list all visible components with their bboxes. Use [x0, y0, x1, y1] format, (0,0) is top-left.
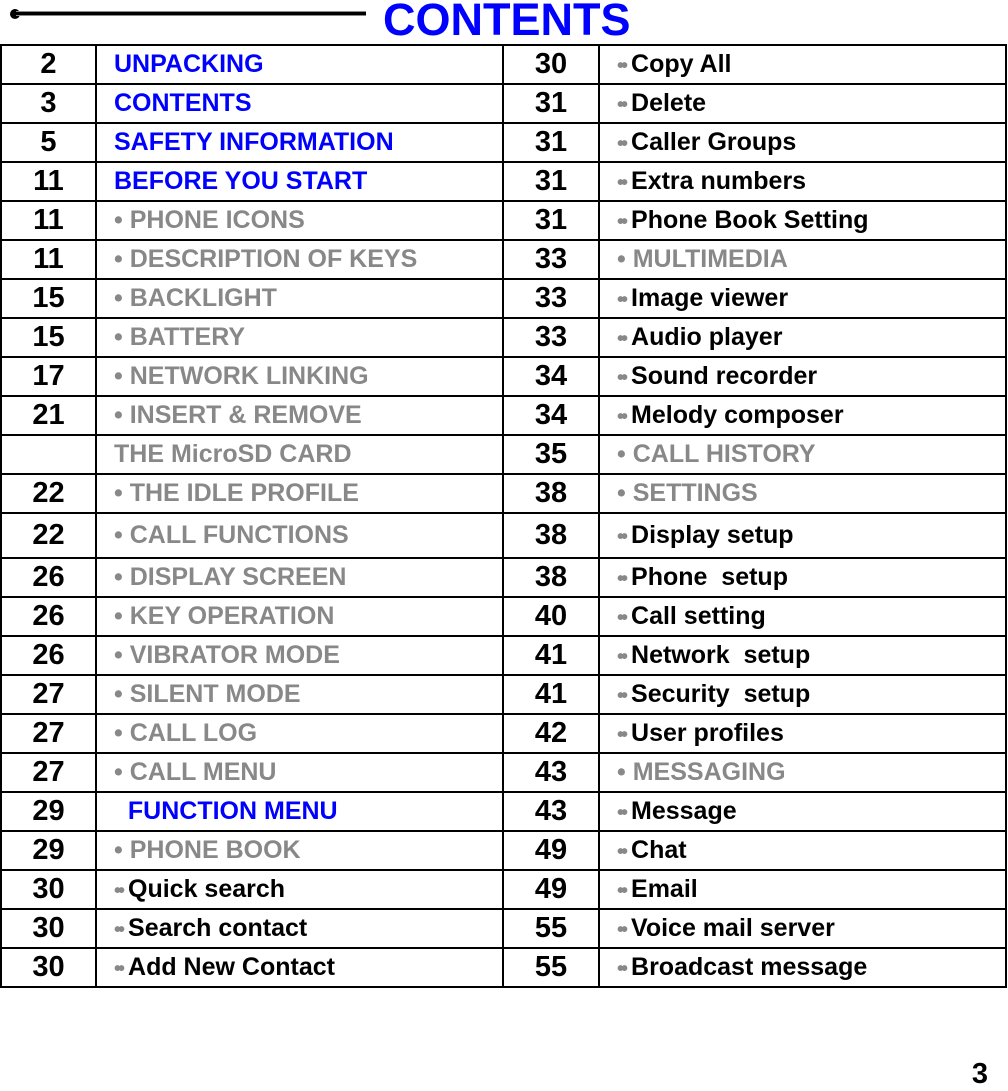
toc-page-number: 21 — [1, 396, 96, 435]
toc-row — [1, 123, 1006, 162]
toc-row — [1, 162, 1006, 201]
bullet-icon: •• — [617, 568, 626, 590]
toc-entry[interactable] — [96, 45, 503, 84]
toc-entry-label: VIBRATOR MODE — [129, 641, 340, 669]
toc-entry[interactable] — [96, 357, 503, 396]
toc-entry[interactable] — [96, 909, 503, 948]
toc-row — [1, 792, 1006, 831]
toc-entry[interactable] — [96, 318, 503, 357]
toc-row — [1, 831, 1006, 870]
toc-entry[interactable] — [599, 792, 1006, 831]
toc-row — [1, 279, 1006, 318]
toc-entry[interactable] — [599, 45, 1006, 84]
toc-entry-label: KEY OPERATION — [129, 602, 335, 630]
toc-page-number: 38 — [503, 513, 599, 558]
toc-entry[interactable] — [599, 870, 1006, 909]
toc-entry-label: Message — [631, 797, 737, 825]
toc-entry[interactable] — [599, 597, 1006, 636]
bullet-icon: • — [114, 719, 123, 747]
toc-entry-label: CONTENTS — [114, 89, 252, 117]
header-rule — [16, 11, 366, 16]
bullet-icon: • — [617, 245, 626, 273]
toc-entry-label: Sound recorder — [631, 362, 818, 390]
page-number: 3 — [971, 1058, 988, 1090]
toc-page-number: 49 — [503, 831, 599, 870]
bullet-icon: • — [114, 836, 123, 864]
toc-page-number: 33 — [503, 318, 599, 357]
bullet-icon: • — [114, 563, 123, 591]
toc-page-number: 5 — [1, 123, 96, 162]
toc-entry[interactable] — [599, 435, 1006, 474]
toc-page-number: 29 — [1, 831, 96, 870]
bullet-icon: • — [114, 323, 123, 351]
toc-entry-label: PHONE BOOK — [129, 836, 301, 864]
toc-entry-label: UNPACKING — [114, 50, 264, 78]
toc-page-number: 30 — [1, 948, 96, 987]
toc-row — [1, 45, 1006, 84]
bullet-icon: •• — [114, 880, 123, 902]
toc-entry[interactable] — [96, 396, 503, 435]
toc-entry[interactable] — [96, 123, 503, 162]
toc-page-number: 17 — [1, 357, 96, 396]
toc-entry-label: DISPLAY SCREEN — [129, 563, 347, 591]
toc-page-number: 26 — [1, 558, 96, 597]
toc-entry[interactable] — [599, 318, 1006, 357]
toc-entry-label: Audio player — [631, 323, 783, 351]
toc-entry[interactable] — [599, 396, 1006, 435]
toc-page-number: 11 — [1, 201, 96, 240]
toc-entry[interactable] — [599, 279, 1006, 318]
bullet-icon: •• — [114, 919, 123, 941]
toc-entry[interactable] — [96, 435, 503, 474]
toc-page-number: 30 — [503, 45, 599, 84]
toc-entry-label: FUNCTION MENU — [114, 797, 338, 825]
toc-entry-label: BATTERY — [129, 323, 245, 351]
toc-entry[interactable] — [599, 357, 1006, 396]
toc-entry-label: Display setup — [631, 521, 794, 549]
toc-entry-label: Extra numbers — [631, 167, 807, 195]
toc-entry-label: Add New Contact — [128, 953, 335, 981]
bullet-icon: •• — [617, 328, 626, 350]
bullet-icon: •• — [617, 133, 626, 155]
toc-entry-label: Broadcast message — [631, 953, 868, 981]
toc-entry-label: MESSAGING — [632, 758, 786, 786]
bullet-icon: •• — [617, 958, 626, 980]
bullet-icon: •• — [617, 802, 626, 824]
toc-entry-label: Chat — [631, 836, 687, 864]
bullet-icon: •• — [617, 367, 626, 389]
toc-page-number: 31 — [503, 84, 599, 123]
toc-entry[interactable] — [96, 240, 503, 279]
toc-row — [1, 240, 1006, 279]
toc-entry[interactable] — [599, 513, 1006, 558]
toc-entry[interactable] — [96, 474, 503, 513]
toc-page-number: 34 — [503, 357, 599, 396]
toc-row — [1, 396, 1006, 435]
toc-page-number: 15 — [1, 318, 96, 357]
toc-entry-label: SAFETY INFORMATION — [114, 128, 394, 156]
toc-entry[interactable] — [599, 831, 1006, 870]
toc-page-number: 42 — [503, 714, 599, 753]
toc-page-number: 49 — [503, 870, 599, 909]
toc-page-number: 31 — [503, 123, 599, 162]
toc-entry-label: SETTINGS — [632, 479, 758, 507]
toc-row — [1, 84, 1006, 123]
page-title: CONTENTS — [383, 0, 631, 45]
bullet-icon: •• — [617, 172, 626, 194]
toc-entry-label: Call setting — [631, 602, 766, 630]
toc-entry[interactable] — [599, 714, 1006, 753]
toc-row — [1, 675, 1006, 714]
toc-entry[interactable] — [599, 909, 1006, 948]
toc-entry-label: PHONE ICONS — [129, 206, 305, 234]
toc-row — [1, 870, 1006, 909]
toc-entry[interactable] — [96, 279, 503, 318]
toc-page-number: 40 — [503, 597, 599, 636]
bullet-icon: • — [114, 602, 123, 630]
toc-entry-label: THE IDLE PROFILE — [129, 479, 359, 507]
bullet-icon: • — [114, 245, 123, 273]
toc-row — [1, 357, 1006, 396]
bullet-icon: •• — [617, 406, 626, 428]
toc-entry-label: INSERT & REMOVE — [129, 401, 362, 429]
toc-page-number: 2 — [1, 45, 96, 84]
toc-entry-label: Melody composer — [631, 401, 844, 429]
bullet-icon: • — [114, 362, 123, 390]
bullet-icon: •• — [114, 958, 123, 980]
toc-entry[interactable] — [599, 675, 1006, 714]
toc-page-number: 55 — [503, 948, 599, 987]
contents-table — [0, 44, 1007, 988]
toc-page-number: 30 — [1, 909, 96, 948]
toc-row — [1, 558, 1006, 597]
toc-entry[interactable] — [96, 792, 503, 831]
toc-page-number: 43 — [503, 753, 599, 792]
bullet-icon: •• — [617, 526, 626, 548]
toc-page-number — [1, 435, 96, 474]
toc-entry[interactable] — [599, 201, 1006, 240]
bullet-icon: • — [114, 206, 123, 234]
toc-page-number: 43 — [503, 792, 599, 831]
bullet-icon: • — [114, 284, 123, 312]
bullet-icon: •• — [617, 211, 626, 233]
bullet-icon: •• — [617, 607, 626, 629]
bullet-icon: • — [617, 758, 626, 786]
toc-entry[interactable] — [96, 162, 503, 201]
bullet-icon: •• — [617, 919, 626, 941]
toc-entry[interactable] — [599, 636, 1006, 675]
toc-entry-label: Quick search — [128, 875, 286, 903]
toc-entry-label: User profiles — [631, 719, 784, 747]
contents-header — [0, 0, 1008, 44]
toc-entry-label: Search contact — [128, 914, 308, 942]
toc-row — [1, 636, 1006, 675]
toc-row — [1, 597, 1006, 636]
toc-entry-label: Network setup — [631, 641, 811, 669]
toc-page-number: 15 — [1, 279, 96, 318]
toc-entry-label: CALL LOG — [129, 719, 258, 747]
toc-entry[interactable] — [96, 753, 503, 792]
toc-entry-label: NETWORK LINKING — [129, 362, 369, 390]
toc-entry-label: Phone setup — [631, 563, 788, 591]
toc-row — [1, 201, 1006, 240]
toc-row — [1, 435, 1006, 474]
toc-entry-label: Caller Groups — [631, 128, 797, 156]
toc-entry[interactable] — [96, 558, 503, 597]
toc-page-number: 33 — [503, 279, 599, 318]
toc-page-number: 11 — [1, 240, 96, 279]
toc-page-number: 3 — [1, 84, 96, 123]
bullet-icon: • — [114, 479, 123, 507]
toc-row — [1, 753, 1006, 792]
toc-entry-label: CALL HISTORY — [632, 440, 816, 468]
toc-page-number: 26 — [1, 597, 96, 636]
toc-entry[interactable] — [96, 201, 503, 240]
toc-row — [1, 714, 1006, 753]
bullet-icon: • — [617, 440, 626, 468]
toc-entry-label: MULTIMEDIA — [632, 245, 788, 273]
bullet-icon: •• — [617, 880, 626, 902]
toc-entry-label: DESCRIPTION OF KEYS — [129, 245, 418, 273]
toc-entry-label: Copy All — [631, 50, 732, 78]
toc-entry-label: CALL MENU — [129, 758, 277, 786]
toc-page-number: 31 — [503, 162, 599, 201]
bullet-icon: •• — [617, 724, 626, 746]
toc-entry[interactable] — [96, 948, 503, 987]
toc-entry-label: BEFORE YOU START — [114, 167, 368, 195]
toc-page-number: 41 — [503, 636, 599, 675]
toc-entry[interactable] — [96, 831, 503, 870]
toc-entry-label: BACKLIGHT — [129, 284, 277, 312]
toc-page-number: 38 — [503, 474, 599, 513]
toc-page-number: 22 — [1, 474, 96, 513]
toc-page-number: 29 — [1, 792, 96, 831]
toc-page-number: 33 — [503, 240, 599, 279]
bullet-icon: •• — [617, 646, 626, 668]
toc-row — [1, 513, 1006, 558]
toc-entry[interactable] — [599, 753, 1006, 792]
toc-entry-label: CALL FUNCTIONS — [129, 521, 349, 549]
toc-entry-label: THE MicroSD CARD — [114, 440, 352, 468]
toc-entry[interactable] — [599, 240, 1006, 279]
toc-row — [1, 474, 1006, 513]
toc-entry[interactable] — [599, 162, 1006, 201]
bullet-icon: • — [114, 758, 123, 786]
toc-entry-label: Security setup — [631, 680, 811, 708]
toc-entry[interactable] — [96, 84, 503, 123]
bullet-icon: • — [617, 479, 626, 507]
toc-entry-label: Phone Book Setting — [631, 206, 869, 234]
toc-entry[interactable] — [599, 558, 1006, 597]
toc-page-number: 34 — [503, 396, 599, 435]
bullet-icon: • — [114, 680, 123, 708]
bullet-icon: •• — [617, 55, 626, 77]
bullet-icon: • — [114, 521, 123, 549]
toc-page-number: 27 — [1, 753, 96, 792]
toc-entry[interactable] — [96, 714, 503, 753]
toc-entry[interactable] — [599, 948, 1006, 987]
toc-entry-label: Voice mail server — [631, 914, 835, 942]
bullet-icon: •• — [617, 841, 626, 863]
toc-row — [1, 909, 1006, 948]
toc-entry[interactable] — [96, 636, 503, 675]
toc-entry[interactable] — [599, 84, 1006, 123]
toc-entry-label: Email — [631, 875, 698, 903]
toc-page-number: 27 — [1, 714, 96, 753]
toc-page-number: 35 — [503, 435, 599, 474]
bullet-icon: •• — [617, 289, 626, 311]
toc-page-number: 22 — [1, 513, 96, 558]
toc-row — [1, 318, 1006, 357]
toc-entry-label: SILENT MODE — [129, 680, 301, 708]
toc-page-number: 11 — [1, 162, 96, 201]
toc-entry-label: Delete — [631, 89, 707, 117]
toc-page-number: 30 — [1, 870, 96, 909]
bullet-icon: •• — [617, 94, 626, 116]
toc-page-number: 31 — [503, 201, 599, 240]
toc-entry[interactable] — [96, 675, 503, 714]
toc-entry[interactable] — [599, 474, 1006, 513]
bullet-icon: • — [114, 401, 123, 429]
toc-entry[interactable] — [96, 513, 503, 558]
toc-entry-label: Image viewer — [631, 284, 789, 312]
bullet-icon: •• — [617, 685, 626, 707]
toc-page-number: 41 — [503, 675, 599, 714]
toc-entry[interactable] — [599, 123, 1006, 162]
bullet-icon: • — [114, 641, 123, 669]
toc-page-number: 55 — [503, 909, 599, 948]
toc-page-number: 26 — [1, 636, 96, 675]
toc-entry[interactable] — [96, 870, 503, 909]
toc-page-number: 38 — [503, 558, 599, 597]
toc-page-number: 27 — [1, 675, 96, 714]
toc-entry[interactable] — [96, 597, 503, 636]
toc-row — [1, 948, 1006, 987]
